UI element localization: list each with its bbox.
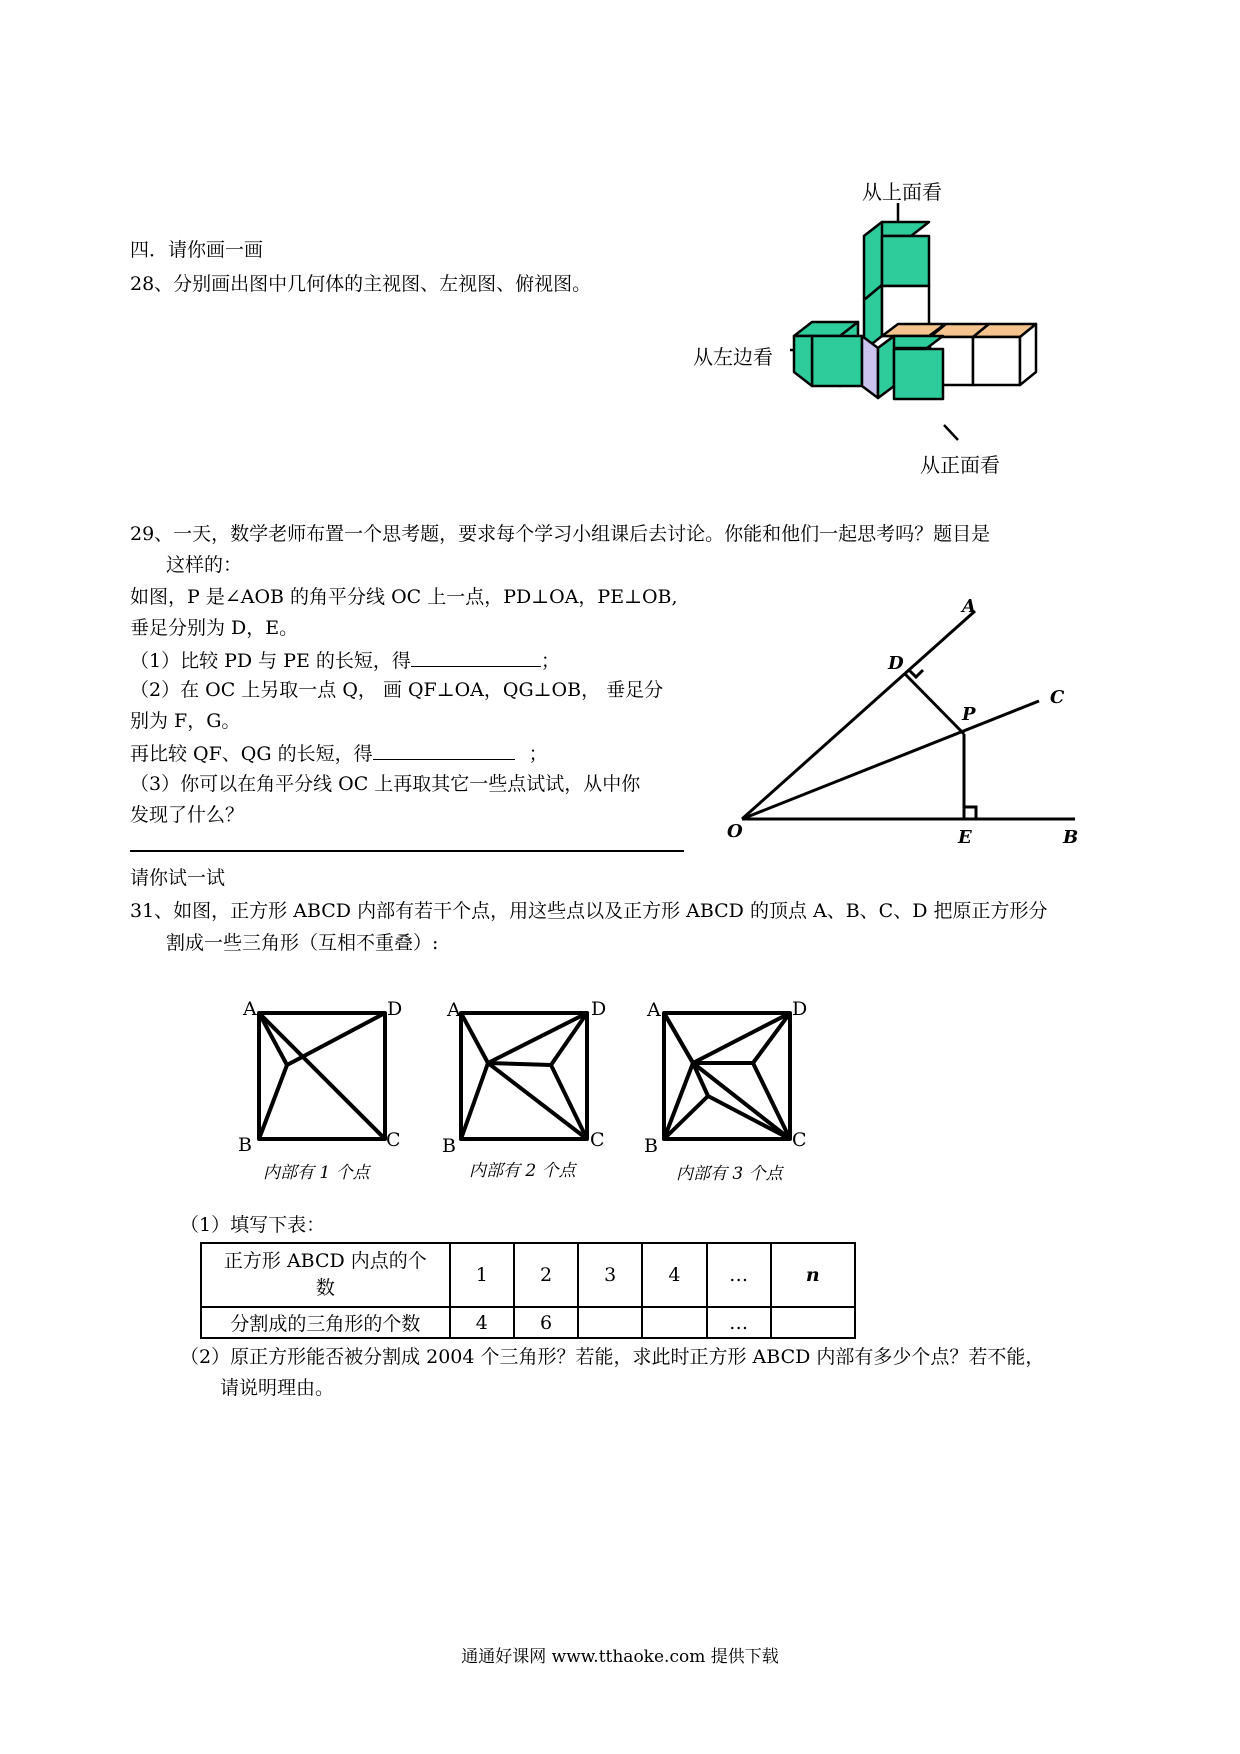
table-cell: 4 bbox=[642, 1243, 706, 1307]
fig1-label-A: A bbox=[243, 998, 257, 1020]
label-P: P bbox=[962, 704, 976, 725]
q29-part-2-cont: 别为 F，G。 bbox=[130, 710, 241, 732]
answer-blank-2[interactable] bbox=[373, 741, 515, 760]
answer-line[interactable] bbox=[130, 850, 684, 852]
q29-part-2-compare bbox=[130, 741, 548, 765]
q29-part-1-text: （1）比较 PD 与 PE 的长短，得 bbox=[130, 650, 411, 672]
table-cell: … bbox=[707, 1243, 771, 1307]
fig3-label-D: D bbox=[792, 998, 808, 1020]
fig1-label-D: D bbox=[387, 998, 403, 1020]
table-header-points bbox=[201, 1243, 450, 1307]
table-header-points-line2: 数 bbox=[315, 1277, 335, 1299]
fig3-label-C: C bbox=[792, 1129, 807, 1151]
q29-part-3-cont: 发现了什么？ bbox=[130, 804, 245, 826]
q29-part-2-end: ； bbox=[528, 743, 548, 765]
answer-blank-1[interactable] bbox=[411, 648, 541, 667]
caption-fig2: 内部有 2 个点 bbox=[469, 1161, 576, 1181]
try-heading: 请你试一试 bbox=[130, 867, 226, 889]
table-header-points-line1: 正方形 ABCD 内点的个 bbox=[223, 1250, 427, 1272]
angle-bisector-figure bbox=[700, 585, 1100, 848]
table-row bbox=[201, 1243, 855, 1307]
table-cell: n bbox=[771, 1243, 855, 1307]
sub-question-1: （1）填写下表： bbox=[180, 1214, 326, 1236]
fig2-label-A: A bbox=[447, 999, 461, 1021]
page-footer: 通通好课网 www.tthaoke.com 提供下载 bbox=[461, 1647, 779, 1667]
table-cell-answer[interactable] bbox=[578, 1307, 642, 1338]
label-from-top: 从上面看 bbox=[862, 180, 942, 204]
question-31-line2: 割成一些三角形（互相不重叠）: bbox=[166, 932, 439, 954]
q29-part-1 bbox=[130, 648, 560, 672]
answer-table bbox=[200, 1242, 856, 1339]
label-B: B bbox=[1063, 827, 1079, 848]
fig2-label-B: B bbox=[442, 1135, 456, 1157]
question-28: 28、分别画出图中几何体的主视图、左视图、俯视图。 bbox=[130, 273, 592, 295]
square-figures bbox=[230, 990, 830, 1157]
cube-figure bbox=[780, 200, 1050, 450]
fig3-label-A: A bbox=[647, 999, 661, 1021]
fig1-label-C: C bbox=[386, 1129, 401, 1151]
label-from-left: 从左边看 bbox=[693, 345, 773, 369]
caption-fig3: 内部有 3 个点 bbox=[676, 1164, 783, 1184]
q29-part-1-end: ； bbox=[540, 650, 560, 672]
label-O: O bbox=[727, 821, 743, 842]
fig2-label-D: D bbox=[591, 998, 607, 1020]
question-29-line2: 这样的： bbox=[166, 554, 243, 576]
table-cell: 6 bbox=[514, 1307, 578, 1338]
label-E: E bbox=[958, 827, 972, 848]
q29-part-3: （3）你可以在角平分线 OC 上再取其它一些点试试，从中你 bbox=[130, 773, 641, 795]
label-C: C bbox=[1050, 687, 1065, 708]
table-cell-answer[interactable] bbox=[642, 1307, 706, 1338]
question-29-line1: 29、一天，数学老师布置一个思考题，要求每个学习小组课后去讨论。你能和他们一起思考吗？题目是 bbox=[130, 523, 991, 545]
label-from-front: 从正面看 bbox=[920, 453, 1000, 477]
label-D: D bbox=[888, 653, 904, 674]
table-row bbox=[201, 1307, 855, 1338]
fig3-label-B: B bbox=[644, 1135, 658, 1157]
label-A: A bbox=[962, 596, 976, 617]
table-cell: 2 bbox=[514, 1243, 578, 1307]
fig2-label-C: C bbox=[590, 1129, 605, 1151]
q29-part-2: （2）在 OC 上另取一点 Q， 画 QF⊥OA，QG⊥OB， 垂足分 bbox=[130, 679, 664, 701]
sub-question-2-line2: 请说明理由。 bbox=[220, 1377, 335, 1399]
sub-question-2-line1: （2）原正方形能否被分割成 2004 个三角形？若能，求此时正方形 ABCD 内部有多少个点？若不能， bbox=[180, 1346, 1045, 1368]
section-heading: 四．请你画一画 bbox=[130, 239, 264, 261]
caption-fig1: 内部有 1 个点 bbox=[263, 1163, 370, 1183]
q29-statement-2: 垂足分别为 D，E。 bbox=[130, 617, 299, 639]
q29-statement-1: 如图，P 是∠AOB 的角平分线 OC 上一点，PD⊥OA，PE⊥OB, bbox=[130, 586, 678, 608]
q29-part-2-compare-text: 再比较 QF、QG 的长短，得 bbox=[130, 743, 373, 765]
table-header-triangles: 分割成的三角形的个数 bbox=[201, 1307, 450, 1338]
table-cell: 1 bbox=[450, 1243, 514, 1307]
table-cell: 3 bbox=[578, 1243, 642, 1307]
fig1-label-B: B bbox=[238, 1134, 252, 1156]
question-31-line1: 31、如图，正方形 ABCD 内部有若干个点，用这些点以及正方形 ABCD 的顶点 A、B、C、D 把原正方形分 bbox=[130, 900, 1048, 922]
table-cell: 4 bbox=[450, 1307, 514, 1338]
table-cell: … bbox=[707, 1307, 771, 1338]
table-cell-answer[interactable] bbox=[771, 1307, 855, 1338]
